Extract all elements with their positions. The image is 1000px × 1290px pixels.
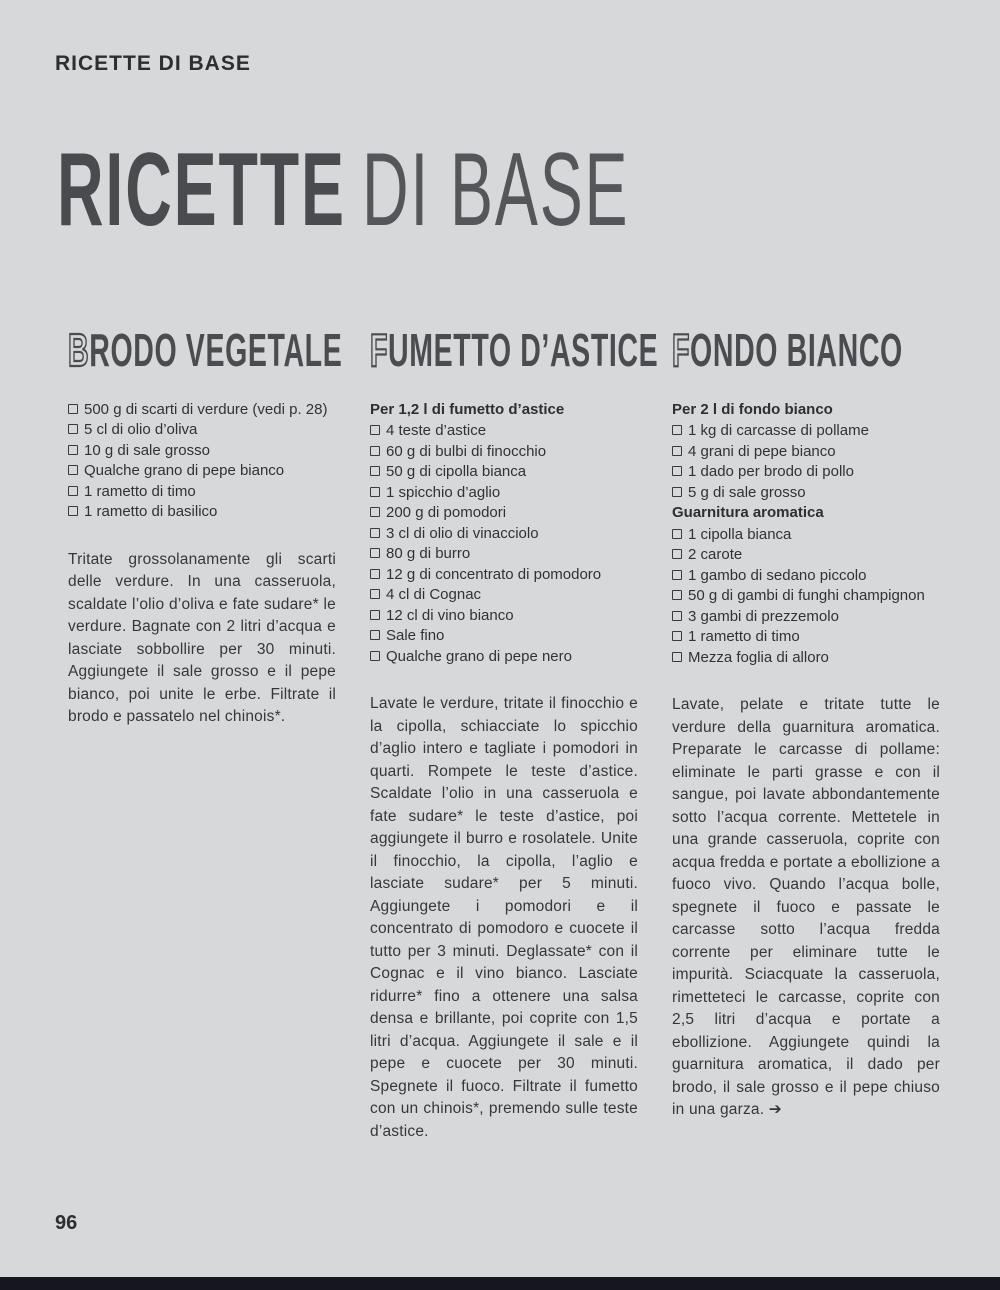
page-number: 96 [55,1212,78,1234]
ingredient-item [370,647,638,668]
ingredient-item [370,483,638,504]
checkbox-icon [672,446,682,456]
ingredient-item [68,461,336,482]
checkbox-icon [68,486,78,496]
ingredient-text: Qualche grano di pepe nero [386,647,572,665]
ingredient-text: 80 g di burro [386,545,471,563]
checkbox-icon [672,466,682,476]
ingredient-text: Mezza foglia di alloro [688,648,829,666]
ingredient-item [672,586,940,607]
checkbox-icon [672,549,682,559]
checkbox-icon [370,589,380,599]
checkbox-icon [370,610,380,620]
recipe-title [672,324,903,376]
checkbox-icon [68,506,78,516]
checkbox-icon [68,445,78,455]
checkbox-icon [370,528,380,538]
recipe-title-initial: F [672,324,691,376]
ingredient-item [370,462,638,483]
ingredient-item [672,627,940,648]
yield-heading: Per 1,2 l di fumetto d’astice [370,400,565,418]
ingredient-item [68,420,336,441]
checkbox-icon [672,487,682,497]
recipe-fumetto-astice [370,324,659,1143]
ingredient-text: 12 g di concentrato di pomodoro [386,565,602,583]
ingredient-text: 5 g di sale grosso [688,483,806,501]
recipe-instructions: Tritate grossolanamente gli scarti delle verdure. In una casseruola, scaldate l’olio d’oliva e fate sudare* le verdure. Bagnate con 2 litri d’acqua e lasciate sobbollire per 30 minuti. Aggiungete il sale grosso e il pepe bianco, poi unite le erbe. Filtrate il brodo e passatelo nel chinois*. [68,550,336,726]
ingredient-item [672,607,940,628]
ingredient-item [370,442,638,463]
ingredient-item [672,442,940,463]
checkbox-icon [370,507,380,517]
ingredient-item [370,503,638,524]
ingredient-text: 4 grani di pepe bianco [688,442,836,460]
recipe-title-rest: UMETTO D’ASTICE [388,324,659,376]
ingredient-item [672,566,940,587]
recipe-instructions: Lavate, pelate e tritate tutte le verdure della guarnitura aromatica. Preparate le carcasse di pollame: eliminate le parti grasse e con il sangue, poi lavate abbondantemente sotto l’acqua corrente. Mettetele in una grande casseruola, coprite con acqua fredda e portate a ebollizione a fuoco vivo. Quando l’acqua bolle, spegnete il fuoco e passate le carcasse sotto l’acqua fredda corrente per eliminare tutte le impurità. Sciacquate la casseruola, rimetteteci le carcasse, coprite con 2,5 litri d’acqua e portate a ebollizione. Aggiungete quindi la guarnitura aromatica, il dado per brodo, il sale grosso e il pepe chiuso in una garza. ➔ [672,696,940,1119]
checkbox-icon [68,465,78,475]
ingredient-item [370,606,638,627]
ingredient-text: 1 gambo di sedano piccolo [688,566,867,584]
checkbox-icon [672,570,682,580]
ingredient-item [370,544,638,565]
ingredient-text: 4 cl di Cognac [386,586,482,604]
ingredient-text: 3 gambi di prezzemolo [688,607,839,625]
ingredient-item [672,421,940,442]
recipe-title [68,324,343,376]
checkbox-icon [672,611,682,621]
recipe-instructions: Lavate le verdure, tritate il finocchio e la cipolla, schiacciate lo spicchio d’aglio intero e tagliate i pomodori in quarti. Rompete le teste d’astice. Scaldate l’olio in una casseruola e fate sudare* le teste d’astice, poi aggiungete il burro e rosolatele. Unite il finocchio, la cipolla, l’aglio e lasciate sudare* per 5 minuti. Aggiungete i pomodori e il concentrato di pomodoro e cuocete il tutto per 3 minuti. Deglassate* con il Cognac e il vino bianco. Lasciate ridurre* fino a ottenere una salsa densa e brillante, poi coprite con 1,5 litri d’acqua. Aggiungete il sale e il pepe e cuocete per 30 minuti. Spegnete il fuoco. Filtrate il fumetto con un chinois*, premendo sulle teste d’astice. [370,695,638,1140]
checkbox-icon [370,651,380,661]
ingredient-item [68,400,336,421]
ingredient-item [672,525,940,546]
ingredient-text: Qualche grano di pepe bianco [84,462,285,480]
page-title-main: RICETTE [57,132,346,248]
checkbox-icon [370,569,380,579]
ingredient-text: 4 teste d’astice [386,422,487,440]
ingredient-text: 500 g di scarti di verdure (vedi p. 28) [84,400,328,418]
ingredient-text: 1 rametto di basilico [84,503,218,521]
recipe-columns [68,325,940,1143]
ingredient-text: 1 rametto di timo [84,482,196,500]
book-edge-bar [0,1277,1000,1290]
checkbox-icon [672,425,682,435]
ingredient-text: 50 g di cipolla bianca [386,463,527,481]
recipe-fondo-bianco [672,325,940,1143]
ingredient-item [68,502,336,523]
ingredient-item [370,565,638,586]
recipe-title-initial: F [370,324,389,376]
recipe-title-initial: B [68,324,90,376]
ingredient-text: 1 rametto di timo [688,628,800,646]
ingredient-item [370,626,638,647]
ingredient-item [370,421,638,442]
yield-heading: Per 2 l di fondo bianco [672,400,833,418]
ingredient-text: 50 g di gambi di funghi champignon [688,587,925,605]
page-title-rest: DI BASE [361,132,630,248]
ingredient-item [68,441,336,462]
ingredient-text: Sale fino [386,627,445,645]
ingredient-text: 2 carote [688,546,743,564]
ingredient-text: 10 g di sale grosso [84,441,210,459]
page-kicker: RICETTE DI BASE [55,52,251,75]
ingredient-item [68,482,336,503]
ingredient-text: 1 cipolla bianca [688,525,792,543]
ingredient-text: 5 cl di olio d’oliva [84,421,198,439]
checkbox-icon [370,630,380,640]
ingredient-text: 200 g di pomodori [386,504,507,522]
checkbox-icon [370,548,380,558]
recipe-title-rest: ONDO BIANCO [690,324,903,376]
checkbox-icon [370,487,380,497]
recipe-title-rest: RODO VEGETALE [89,324,343,376]
garnish-heading: Guarnitura aromatica [672,504,824,522]
ingredient-item [672,462,940,483]
recipe-title [370,324,659,376]
checkbox-icon [672,590,682,600]
ingredient-text: 1 dado per brodo di pollo [688,463,854,481]
page-title [57,132,630,248]
ingredient-text: 1 spicchio d’aglio [386,483,501,501]
ingredient-item [672,648,940,669]
ingredient-item [672,545,940,566]
checkbox-icon [370,425,380,435]
ingredient-item [370,585,638,606]
checkbox-icon [672,631,682,641]
ingredient-text: 3 cl di olio di vinacciolo [386,524,539,542]
checkbox-icon [370,446,380,456]
checkbox-icon [68,424,78,434]
ingredient-text: 12 cl di vino bianco [386,606,514,624]
ingredient-item [370,524,638,545]
ingredient-text: 60 g di bulbi di finocchio [386,442,547,460]
checkbox-icon [672,652,682,662]
recipe-brodo-vegetale [68,324,343,1143]
ingredient-item [672,483,940,504]
checkbox-icon [370,466,380,476]
checkbox-icon [672,529,682,539]
ingredient-text: 1 kg di carcasse di pollame [688,422,869,440]
checkbox-icon [68,404,78,414]
